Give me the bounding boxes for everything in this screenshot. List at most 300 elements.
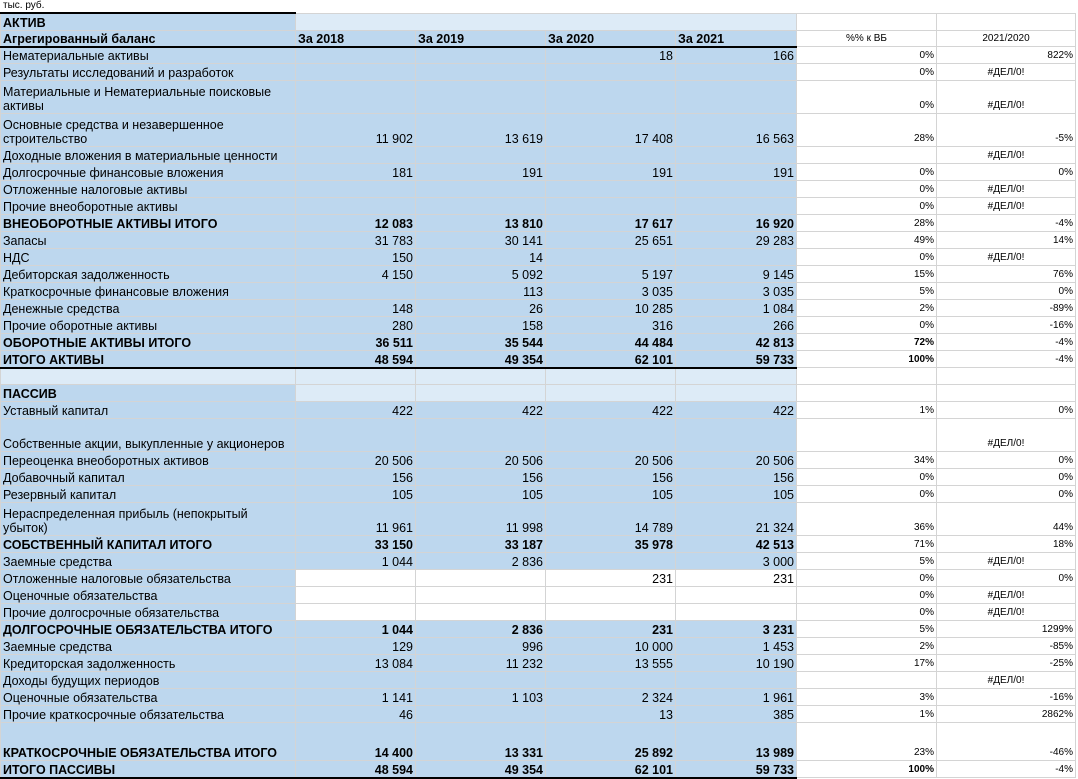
change-2021-2020[interactable]: #ДЕЛ/0!	[937, 81, 1076, 114]
row-label[interactable]: Прочие внеоборотные активы	[1, 198, 296, 215]
cell[interactable]	[797, 385, 937, 402]
cell[interactable]	[797, 368, 937, 385]
value-2020[interactable]	[546, 147, 676, 164]
value-2021[interactable]	[676, 198, 797, 215]
pct-of-total[interactable]	[797, 672, 937, 689]
row-label[interactable]: Долгосрочные финансовые вложения	[1, 164, 296, 181]
value-2019[interactable]: 996	[416, 638, 546, 655]
value-2019[interactable]: 105	[416, 486, 546, 503]
row-label[interactable]: Добавочный капитал	[1, 469, 296, 486]
row-label[interactable]: Оценочные обязательства	[1, 689, 296, 706]
value-2018[interactable]	[296, 672, 416, 689]
pct-of-total[interactable]: 28%	[797, 114, 937, 147]
change-2021-2020[interactable]: -16%	[937, 317, 1076, 334]
pct-of-total[interactable]	[797, 147, 937, 164]
pct-of-total[interactable]: 0%	[797, 164, 937, 181]
pct-of-total[interactable]: 0%	[797, 249, 937, 266]
pct-of-total[interactable]: 0%	[797, 317, 937, 334]
value-2020[interactable]: 13 555	[546, 655, 676, 672]
pct-of-total[interactable]: 34%	[797, 452, 937, 469]
table-row	[1, 249, 1076, 266]
change-2021-2020[interactable]: -4%	[937, 334, 1076, 351]
table-row	[1, 266, 1076, 283]
value-2021[interactable]	[676, 587, 797, 604]
value-2021[interactable]: 1 453	[676, 638, 797, 655]
value-2019[interactable]: 11 998	[416, 503, 546, 536]
row-label[interactable]: НДС	[1, 249, 296, 266]
value-2018[interactable]	[296, 587, 416, 604]
cell[interactable]	[296, 385, 416, 402]
value-2019[interactable]	[416, 604, 546, 621]
value-2019[interactable]: 13 331	[416, 723, 546, 761]
value-2019[interactable]	[416, 672, 546, 689]
value-2021[interactable]: 29 283	[676, 232, 797, 249]
value-2021[interactable]: 231	[676, 570, 797, 587]
value-2019[interactable]: 30 141	[416, 232, 546, 249]
value-2019[interactable]: 11 232	[416, 655, 546, 672]
value-2020[interactable]: 3 035	[546, 283, 676, 300]
value-2018[interactable]: 12 083	[296, 215, 416, 232]
change-2021-2020[interactable]: 0%	[937, 469, 1076, 486]
value-2018[interactable]: 36 511	[296, 334, 416, 351]
value-2020[interactable]: 105	[546, 486, 676, 503]
row-label[interactable]: ДОЛГОСРОЧНЫЕ ОБЯЗАТЕЛЬСТВА ИТОГО	[1, 621, 296, 638]
balance-table	[0, 12, 1076, 779]
value-2019[interactable]	[416, 706, 546, 723]
value-2018[interactable]: 181	[296, 164, 416, 181]
change-2021-2020[interactable]: #ДЕЛ/0!	[937, 181, 1076, 198]
value-2019[interactable]: 13 810	[416, 215, 546, 232]
change-2021-2020[interactable]: -16%	[937, 689, 1076, 706]
cell[interactable]	[937, 13, 1076, 30]
value-2020[interactable]: 17 408	[546, 114, 676, 147]
value-2021[interactable]	[676, 419, 797, 452]
section-row-passive	[1, 385, 1076, 402]
pct-of-total[interactable]: 0%	[797, 570, 937, 587]
table-row	[1, 638, 1076, 655]
change-2021-2020[interactable]: -25%	[937, 655, 1076, 672]
value-2020[interactable]	[546, 81, 676, 114]
value-2020[interactable]	[546, 249, 676, 266]
value-2020[interactable]: 10 285	[546, 300, 676, 317]
value-2020[interactable]	[546, 419, 676, 452]
value-2018[interactable]: 46	[296, 706, 416, 723]
value-2020[interactable]: 5 197	[546, 266, 676, 283]
change-2021-2020[interactable]: -4%	[937, 761, 1076, 778]
change-2021-2020[interactable]: #ДЕЛ/0!	[937, 553, 1076, 570]
pct-of-total[interactable]	[797, 419, 937, 452]
value-2020[interactable]: 316	[546, 317, 676, 334]
cell[interactable]	[1, 368, 296, 385]
value-2020[interactable]	[546, 64, 676, 81]
change-2021-2020[interactable]: 822%	[937, 47, 1076, 64]
value-2020[interactable]	[546, 198, 676, 215]
change-2021-2020[interactable]: 0%	[937, 486, 1076, 503]
value-2021[interactable]: 20 506	[676, 452, 797, 469]
value-2020[interactable]: 191	[546, 164, 676, 181]
col-header-2018[interactable]: За 2018	[296, 30, 416, 47]
value-2019[interactable]	[416, 181, 546, 198]
table-row	[1, 706, 1076, 723]
value-2019[interactable]: 5 092	[416, 266, 546, 283]
value-2019[interactable]: 113	[416, 283, 546, 300]
value-2021[interactable]	[676, 181, 797, 198]
row-label[interactable]: Прочие долгосрочные обязательства	[1, 604, 296, 621]
value-2021[interactable]: 385	[676, 706, 797, 723]
value-2018[interactable]	[296, 64, 416, 81]
cell[interactable]	[676, 368, 797, 385]
value-2021[interactable]	[676, 64, 797, 81]
value-2018[interactable]: 11 902	[296, 114, 416, 147]
value-2019[interactable]: 191	[416, 164, 546, 181]
row-label[interactable]: Прочие краткосрочные обязательства	[1, 706, 296, 723]
value-2018[interactable]: 48 594	[296, 351, 416, 368]
value-2018[interactable]: 1 141	[296, 689, 416, 706]
table-row	[1, 181, 1076, 198]
row-label[interactable]: Краткосрочные финансовые вложения	[1, 283, 296, 300]
value-2019[interactable]: 33 187	[416, 536, 546, 553]
change-2021-2020[interactable]: #ДЕЛ/0!	[937, 147, 1076, 164]
row-label[interactable]: Уставный капитал	[1, 402, 296, 419]
value-2018[interactable]	[296, 81, 416, 114]
col-header-label[interactable]: Агрегированный баланс	[1, 30, 296, 47]
row-label[interactable]: Основные средства и незавершенное строительство	[1, 114, 296, 147]
cell[interactable]	[546, 368, 676, 385]
value-2021[interactable]: 1 961	[676, 689, 797, 706]
col-header-pct[interactable]: %% к ВБ	[797, 30, 937, 47]
pct-of-total[interactable]: 2%	[797, 300, 937, 317]
value-2018[interactable]	[296, 283, 416, 300]
value-2018[interactable]: 48 594	[296, 761, 416, 778]
value-2019[interactable]	[416, 147, 546, 164]
value-2018[interactable]: 150	[296, 249, 416, 266]
cell[interactable]	[546, 385, 676, 402]
value-2021[interactable]	[676, 147, 797, 164]
value-2020[interactable]: 25 651	[546, 232, 676, 249]
row-label[interactable]: ОБОРОТНЫЕ АКТИВЫ ИТОГО	[1, 334, 296, 351]
value-2021[interactable]: 10 190	[676, 655, 797, 672]
value-2018[interactable]: 148	[296, 300, 416, 317]
change-2021-2020[interactable]: 44%	[937, 503, 1076, 536]
pct-of-total[interactable]: 28%	[797, 215, 937, 232]
row-label[interactable]: Резервный капитал	[1, 486, 296, 503]
change-2021-2020[interactable]: -89%	[937, 300, 1076, 317]
value-2021[interactable]: 42 813	[676, 334, 797, 351]
pct-of-total[interactable]: 0%	[797, 64, 937, 81]
value-2020[interactable]: 20 506	[546, 452, 676, 469]
table-row	[1, 536, 1076, 553]
value-2021[interactable]: 3 000	[676, 553, 797, 570]
row-label[interactable]: Собственные акции, выкупленные у акционеров	[1, 419, 296, 452]
value-2021[interactable]	[676, 81, 797, 114]
section-title-active[interactable]: АКТИВ	[1, 13, 296, 30]
value-2021[interactable]: 59 733	[676, 351, 797, 368]
value-2021[interactable]	[676, 672, 797, 689]
table-row	[1, 198, 1076, 215]
change-2021-2020[interactable]: 2862%	[937, 706, 1076, 723]
value-2019[interactable]	[416, 47, 546, 64]
pct-of-total[interactable]: 15%	[797, 266, 937, 283]
value-2019[interactable]	[416, 64, 546, 81]
pct-of-total[interactable]: 0%	[797, 81, 937, 114]
value-2020[interactable]: 17 617	[546, 215, 676, 232]
cell[interactable]	[416, 368, 546, 385]
table-row	[1, 64, 1076, 81]
pct-of-total[interactable]: 0%	[797, 181, 937, 198]
cell[interactable]	[797, 13, 937, 30]
row-label[interactable]: ИТОГО ПАССИВЫ	[1, 761, 296, 778]
value-2018[interactable]	[296, 570, 416, 587]
value-2020[interactable]: 35 978	[546, 536, 676, 553]
value-2018[interactable]	[296, 419, 416, 452]
col-header-2021[interactable]: За 2021	[676, 30, 797, 47]
pct-of-total[interactable]: 0%	[797, 604, 937, 621]
change-2021-2020[interactable]: 0%	[937, 570, 1076, 587]
value-2018[interactable]: 14 400	[296, 723, 416, 761]
row-label[interactable]: Денежные средства	[1, 300, 296, 317]
value-2018[interactable]: 422	[296, 402, 416, 419]
value-2020[interactable]	[546, 587, 676, 604]
value-2021[interactable]: 3 035	[676, 283, 797, 300]
row-label[interactable]: Запасы	[1, 232, 296, 249]
table-row	[1, 553, 1076, 570]
value-2018[interactable]	[296, 47, 416, 64]
row-label[interactable]: ВНЕОБОРОТНЫЕ АКТИВЫ ИТОГО	[1, 215, 296, 232]
value-2019[interactable]: 35 544	[416, 334, 546, 351]
row-label[interactable]: Отложенные налоговые обязательства	[1, 570, 296, 587]
table-row	[1, 689, 1076, 706]
change-2021-2020[interactable]: 0%	[937, 452, 1076, 469]
change-2021-2020[interactable]: #ДЕЛ/0!	[937, 672, 1076, 689]
change-2021-2020[interactable]: 14%	[937, 232, 1076, 249]
value-2021[interactable]: 21 324	[676, 503, 797, 536]
value-2020[interactable]: 231	[546, 570, 676, 587]
value-2021[interactable]: 166	[676, 47, 797, 64]
value-2021[interactable]: 191	[676, 164, 797, 181]
row-label[interactable]: Кредиторская задолженность	[1, 655, 296, 672]
value-2020[interactable]	[546, 604, 676, 621]
pct-of-total[interactable]: 36%	[797, 503, 937, 536]
value-2020[interactable]: 156	[546, 469, 676, 486]
change-2021-2020[interactable]: -46%	[937, 723, 1076, 761]
value-2021[interactable]: 3 231	[676, 621, 797, 638]
pct-of-total[interactable]: 0%	[797, 47, 937, 64]
value-2018[interactable]	[296, 198, 416, 215]
value-2021[interactable]: 156	[676, 469, 797, 486]
col-header-2019[interactable]: За 2019	[416, 30, 546, 47]
value-2020[interactable]: 62 101	[546, 351, 676, 368]
value-2019[interactable]: 1 103	[416, 689, 546, 706]
table-row	[1, 503, 1076, 536]
pct-of-total[interactable]: 2%	[797, 638, 937, 655]
row-label[interactable]: Заемные средства	[1, 638, 296, 655]
value-2018[interactable]: 105	[296, 486, 416, 503]
value-2018[interactable]: 20 506	[296, 452, 416, 469]
change-2021-2020[interactable]: -85%	[937, 638, 1076, 655]
change-2021-2020[interactable]: -4%	[937, 215, 1076, 232]
value-2020[interactable]: 2 324	[546, 689, 676, 706]
row-label[interactable]: Оценочные обязательства	[1, 587, 296, 604]
value-2019[interactable]: 156	[416, 469, 546, 486]
change-2021-2020[interactable]: #ДЕЛ/0!	[937, 419, 1076, 452]
pct-of-total[interactable]: 71%	[797, 536, 937, 553]
change-2021-2020[interactable]: -4%	[937, 351, 1076, 368]
row-label[interactable]: СОБСТВЕННЫЙ КАПИТАЛ ИТОГО	[1, 536, 296, 553]
change-2021-2020[interactable]: #ДЕЛ/0!	[937, 64, 1076, 81]
value-2019[interactable]	[416, 81, 546, 114]
value-2018[interactable]: 129	[296, 638, 416, 655]
row-label[interactable]: Дебиторская задолженность	[1, 266, 296, 283]
value-2019[interactable]	[416, 570, 546, 587]
value-2020[interactable]: 44 484	[546, 334, 676, 351]
pct-of-total[interactable]: 0%	[797, 469, 937, 486]
change-2021-2020[interactable]: #ДЕЛ/0!	[937, 587, 1076, 604]
value-2020[interactable]: 18	[546, 47, 676, 64]
pct-of-total[interactable]: 0%	[797, 486, 937, 503]
pct-of-total[interactable]: 0%	[797, 587, 937, 604]
value-2021[interactable]: 422	[676, 402, 797, 419]
row-label[interactable]: КРАТКОСРОЧНЫЕ ОБЯЗАТЕЛЬСТВА ИТОГО	[1, 723, 296, 761]
value-2021[interactable]: 16 563	[676, 114, 797, 147]
pct-of-total[interactable]: 1%	[797, 402, 937, 419]
change-2021-2020[interactable]: 76%	[937, 266, 1076, 283]
value-2021[interactable]: 16 920	[676, 215, 797, 232]
value-2021[interactable]: 13 989	[676, 723, 797, 761]
row-label[interactable]: Результаты исследований и разработок	[1, 64, 296, 81]
change-2021-2020[interactable]: #ДЕЛ/0!	[937, 604, 1076, 621]
value-2021[interactable]: 105	[676, 486, 797, 503]
row-label[interactable]: Отложенные налоговые активы	[1, 181, 296, 198]
value-2020[interactable]: 14 789	[546, 503, 676, 536]
row-label[interactable]: Материальные и Нематериальные поисковые активы	[1, 81, 296, 114]
value-2018[interactable]	[296, 181, 416, 198]
header-row	[1, 30, 1076, 47]
value-2018[interactable]	[296, 604, 416, 621]
row-label[interactable]: Прочие оборотные активы	[1, 317, 296, 334]
value-2019[interactable]: 49 354	[416, 351, 546, 368]
value-2019[interactable]: 422	[416, 402, 546, 419]
value-2018[interactable]	[296, 147, 416, 164]
value-2019[interactable]: 13 619	[416, 114, 546, 147]
value-2019[interactable]: 158	[416, 317, 546, 334]
table-row	[1, 114, 1076, 147]
section-title-passive[interactable]: ПАССИВ	[1, 385, 296, 402]
value-2021[interactable]	[676, 249, 797, 266]
col-header-diff[interactable]: 2021/2020	[937, 30, 1076, 47]
change-2021-2020[interactable]: #ДЕЛ/0!	[937, 249, 1076, 266]
change-2021-2020[interactable]: -5%	[937, 114, 1076, 147]
row-label[interactable]: Доходные вложения в материальные ценности	[1, 147, 296, 164]
value-2018[interactable]: 33 150	[296, 536, 416, 553]
pct-of-total[interactable]: 0%	[797, 198, 937, 215]
value-2020[interactable]: 13	[546, 706, 676, 723]
value-2021[interactable]: 59 733	[676, 761, 797, 778]
change-2021-2020[interactable]: 0%	[937, 402, 1076, 419]
pct-of-total[interactable]: 72%	[797, 334, 937, 351]
pct-of-total[interactable]: 100%	[797, 761, 937, 778]
value-2020[interactable]: 231	[546, 621, 676, 638]
table-row	[1, 232, 1076, 249]
table-row	[1, 300, 1076, 317]
row-label[interactable]: Нераспределенная прибыль (непокрытый убыток)	[1, 503, 296, 536]
value-2018[interactable]: 280	[296, 317, 416, 334]
value-2019[interactable]: 49 354	[416, 761, 546, 778]
value-2021[interactable]: 1 084	[676, 300, 797, 317]
col-header-2020[interactable]: За 2020	[546, 30, 676, 47]
value-2019[interactable]	[416, 587, 546, 604]
value-2018[interactable]: 4 150	[296, 266, 416, 283]
value-2018[interactable]: 11 961	[296, 503, 416, 536]
value-2020[interactable]: 25 892	[546, 723, 676, 761]
value-2021[interactable]: 42 513	[676, 536, 797, 553]
value-2021[interactable]: 266	[676, 317, 797, 334]
pct-of-total[interactable]: 17%	[797, 655, 937, 672]
cell[interactable]	[296, 13, 797, 30]
change-2021-2020[interactable]: 1299%	[937, 621, 1076, 638]
table-row	[1, 81, 1076, 114]
value-2020[interactable]: 422	[546, 402, 676, 419]
table-row	[1, 486, 1076, 503]
value-2019[interactable]	[416, 419, 546, 452]
value-2020[interactable]: 62 101	[546, 761, 676, 778]
value-2019[interactable]: 2 836	[416, 553, 546, 570]
change-2021-2020[interactable]: 0%	[937, 283, 1076, 300]
value-2021[interactable]: 9 145	[676, 266, 797, 283]
value-2020[interactable]	[546, 672, 676, 689]
pct-of-total[interactable]: 5%	[797, 621, 937, 638]
value-2019[interactable]	[416, 198, 546, 215]
pct-of-total[interactable]: 49%	[797, 232, 937, 249]
row-label[interactable]: Доходы будущих периодов	[1, 672, 296, 689]
value-2020[interactable]	[546, 553, 676, 570]
value-2019[interactable]: 2 836	[416, 621, 546, 638]
row-label[interactable]: Нематериальные активы	[1, 47, 296, 64]
value-2018[interactable]: 31 783	[296, 232, 416, 249]
pct-of-total[interactable]: 1%	[797, 706, 937, 723]
pct-of-total[interactable]: 23%	[797, 723, 937, 761]
value-2018[interactable]: 1 044	[296, 553, 416, 570]
change-2021-2020[interactable]: #ДЕЛ/0!	[937, 198, 1076, 215]
cell[interactable]	[296, 368, 416, 385]
value-2020[interactable]	[546, 181, 676, 198]
pct-of-total[interactable]: 5%	[797, 553, 937, 570]
row-label[interactable]: ИТОГО АКТИВЫ	[1, 351, 296, 368]
table-row	[1, 334, 1076, 351]
cell[interactable]	[937, 385, 1076, 402]
cell[interactable]	[676, 385, 797, 402]
cell[interactable]	[416, 385, 546, 402]
row-label[interactable]: Переоценка внеоборотных активов	[1, 452, 296, 469]
value-2018[interactable]: 156	[296, 469, 416, 486]
value-2018[interactable]: 1 044	[296, 621, 416, 638]
pct-of-total[interactable]: 5%	[797, 283, 937, 300]
row-label[interactable]: Заемные средства	[1, 553, 296, 570]
table-row	[1, 215, 1076, 232]
section-row-active	[1, 13, 1076, 30]
value-2019[interactable]: 26	[416, 300, 546, 317]
value-2019[interactable]: 20 506	[416, 452, 546, 469]
pct-of-total[interactable]: 3%	[797, 689, 937, 706]
value-2020[interactable]: 10 000	[546, 638, 676, 655]
change-2021-2020[interactable]: 18%	[937, 536, 1076, 553]
value-2018[interactable]: 13 084	[296, 655, 416, 672]
value-2021[interactable]	[676, 604, 797, 621]
value-2019[interactable]: 14	[416, 249, 546, 266]
table-row	[1, 351, 1076, 368]
cell[interactable]	[937, 368, 1076, 385]
pct-of-total[interactable]: 100%	[797, 351, 937, 368]
change-2021-2020[interactable]: 0%	[937, 164, 1076, 181]
